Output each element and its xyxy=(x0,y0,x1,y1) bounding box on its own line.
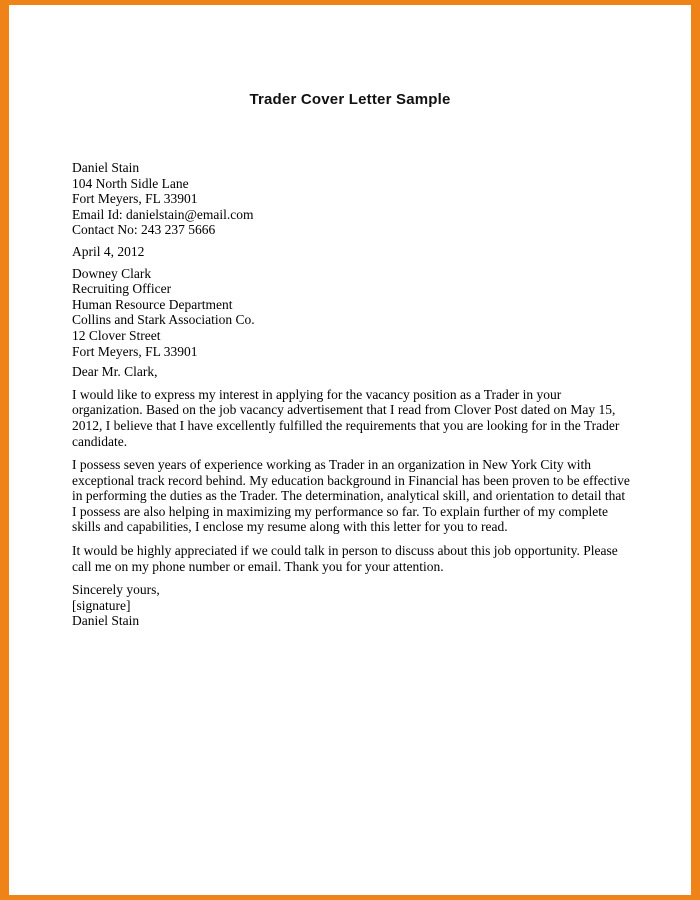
recipient-title: Recruiting Officer xyxy=(72,281,172,297)
date-block xyxy=(72,244,632,260)
sender-block xyxy=(72,160,632,238)
closing-block xyxy=(72,582,632,629)
document-title: Trader Cover Letter Sample xyxy=(249,91,451,108)
cover-letter-body xyxy=(72,160,632,629)
signature-placeholder: [signature] xyxy=(72,597,131,613)
sender-phone: Contact No: 243 237 5666 xyxy=(72,222,216,238)
paragraph-experience: I possess seven years of experience working as Trader in an organization in New York City with exceptional track record behind. My education background in Financial has been proven to be effective in performing the duties as the Trader. The determination, analytical skill, and orientation to detail that I possess are also helping in maximizing my performance so far. To explain further of my complete skills and capabilities, I enclose my resume along with this letter for you to read. xyxy=(72,457,630,535)
paragraph-intro: I would like to express my interest in applying for the vacancy position as a Trader in your organization. Based on the job vacancy advertisement that I read from Clover Post dated on May 15, 2012, I believe that I have excellently fulfilled the requirements that you are looking for in the Trader candidate. xyxy=(72,386,620,449)
letter-date: April 4, 2012 xyxy=(72,243,145,259)
closing-valediction: Sincerely yours, xyxy=(72,582,160,598)
sender-name: Daniel Stain xyxy=(72,160,140,175)
sender-city: Fort Meyers, FL 33901 xyxy=(72,191,198,207)
salutation: Dear Mr. Clark, xyxy=(72,364,158,380)
signature-name: Daniel Stain xyxy=(72,613,140,629)
recipient-block xyxy=(72,266,632,360)
sender-street: 104 North Sidle Lane xyxy=(72,175,189,191)
recipient-name: Downey Clark xyxy=(72,265,152,281)
recipient-city: Fort Meyers, FL 33901 xyxy=(72,343,198,359)
sender-email: Email Id: danielstain@email.com xyxy=(72,206,254,222)
recipient-company: Collins and Stark Association Co. xyxy=(72,312,255,328)
recipient-street: 12 Clover Street xyxy=(72,327,161,343)
paragraph-closing-request: It would be highly appreciated if we could talk in person to discuss about this job opportunity. Please call me on my phone number or email. Thank you for your attention. xyxy=(72,543,618,574)
recipient-department: Human Resource Department xyxy=(72,296,233,312)
salutation-block xyxy=(72,364,632,380)
